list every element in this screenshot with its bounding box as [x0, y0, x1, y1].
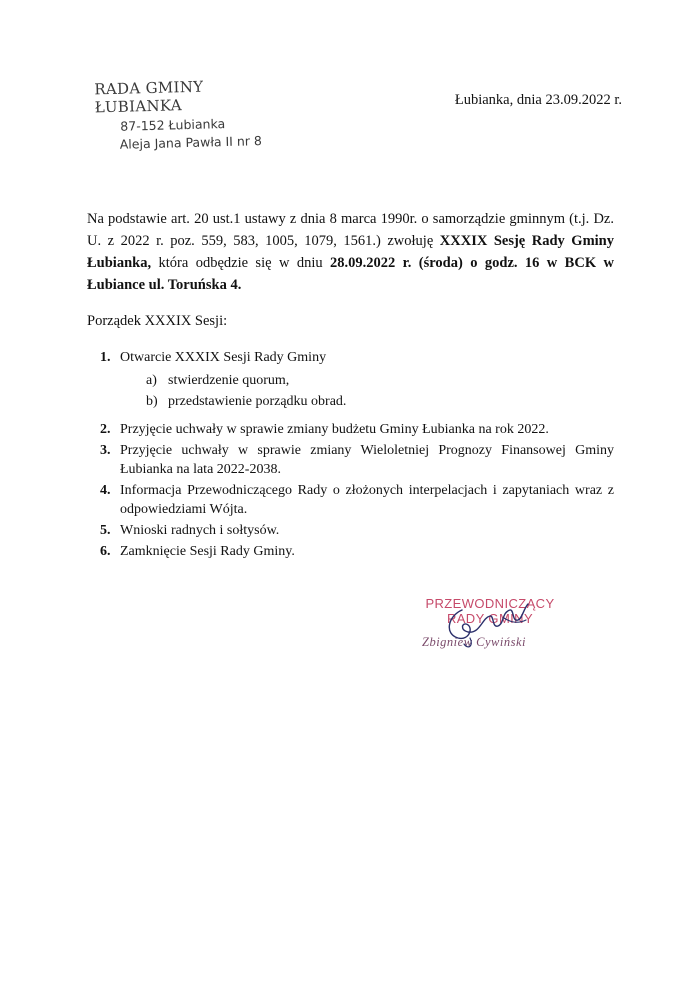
agenda-item-number: 4.: [100, 483, 111, 498]
agenda-item-text: Zamknięcie Sesji Rady Gminy.: [120, 544, 295, 559]
agenda-title: Porządek XXXIX Sesji:: [87, 313, 228, 329]
agenda-list: [100, 348, 614, 561]
document-date: Łubianka, dnia 23.09.2022 r.: [454, 92, 622, 108]
intro-session-datetime: 28.09.2022 r. (środa) o godz. 16 w BCK w Łubiance ul. Toruńska 4.: [87, 255, 614, 293]
agenda-subitem-letter: a): [146, 373, 157, 388]
agenda-subitems: [100, 370, 614, 412]
agenda-item-text: Przyjęcie uchwały w sprawie zmiany Wieloletniej Prognozy Finansowej Gminy Łubianka na lata 2022-2038.: [120, 443, 614, 477]
agenda-item-number: 3.: [100, 443, 111, 458]
agenda-item-text: Wnioski radnych i sołtysów.: [120, 523, 280, 538]
intro-paragraph: [87, 208, 614, 296]
office-stamp: [94, 76, 281, 153]
agenda-subitem-letter: b): [146, 394, 158, 409]
intro-text-1: Na podstawie art. 20 ust.1 ustawy z dnia 8 marca 1990r. o samorządzie gminnym (t.j. Dz. U. z 2022 r. poz. 559, 583, 1005, 1079, 1561.) zwołuję: [87, 211, 614, 249]
agenda-item: [100, 420, 614, 439]
signature-stamp-title-line1: PRZEWODNICZĄCY: [425, 596, 555, 611]
stamp-address: Aleja Jana Pawła II nr 8: [119, 133, 263, 152]
agenda-subitem: [100, 370, 614, 391]
agenda-item: [100, 481, 614, 519]
stamp-postal: 87-152 Łubianka: [120, 116, 226, 134]
agenda-item: [100, 542, 614, 561]
stamp-title: RADA GMINY ŁUBIANKA: [94, 77, 204, 117]
agenda-item-number: 2.: [100, 422, 111, 437]
signature-stamp-title-line2: RADY GMINY: [446, 611, 534, 626]
agenda-item-text: Informacja Przewodniczącego Rady o złożonych interpelacjach i zapytaniach wraz z odpowiedziami Wójta.: [120, 483, 614, 517]
signature-name: Zbigniew Cywiński: [422, 635, 526, 649]
agenda-item-number: 5.: [100, 523, 111, 538]
agenda-item: [100, 348, 614, 367]
intro-session-name: XXXIX Sesję Rady Gminy Łubianka,: [87, 233, 614, 271]
agenda-item-text: Przyjęcie uchwały w sprawie zmiany budżetu Gminy Łubianka na rok 2022.: [120, 422, 549, 437]
agenda-item-text: Otwarcie XXXIX Sesji Rady Gminy: [120, 350, 327, 365]
agenda-item-number: 1.: [100, 350, 111, 365]
agenda-item: [100, 441, 614, 479]
intro-text-2: która odbędzie się w dniu: [151, 255, 330, 271]
agenda-subitem-text: przedstawienie porządku obrad.: [168, 394, 347, 409]
chairman-signature-stamp: [410, 596, 570, 666]
handwritten-signature-icon: [440, 598, 550, 650]
agenda-item: [100, 521, 614, 540]
agenda-subitem-text: stwierdzenie quorum,: [168, 373, 290, 388]
agenda-subitem: [100, 391, 614, 412]
agenda-item-number: 6.: [100, 544, 111, 559]
